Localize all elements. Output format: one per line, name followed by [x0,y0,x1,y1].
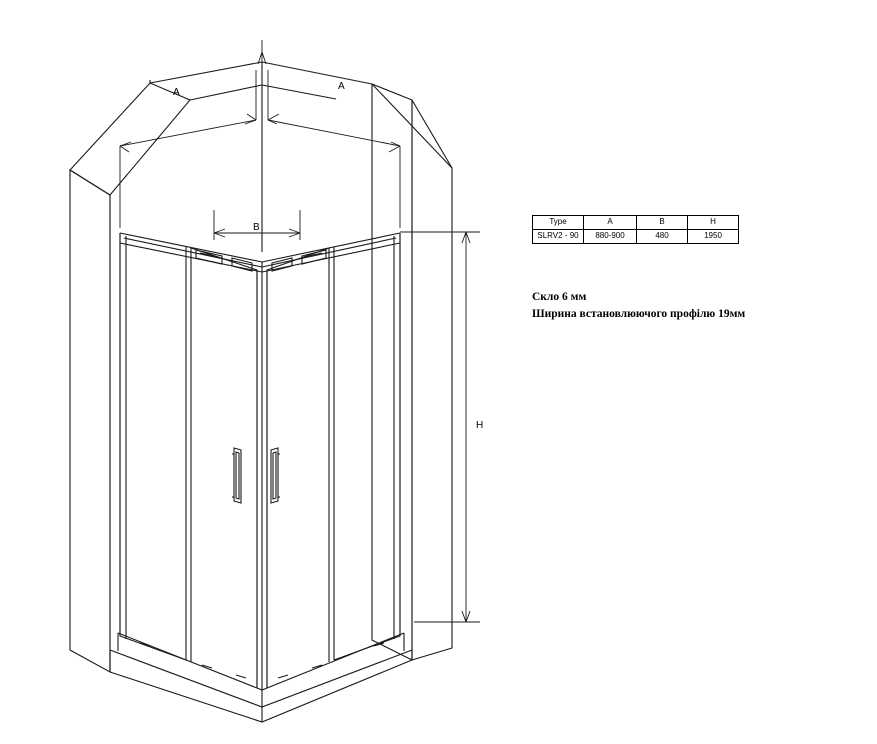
notes-block [532,289,852,322]
door-handles [232,448,280,503]
enclosure-top-rails [120,233,400,272]
cell-type: SLRV2 - 90 [533,229,584,243]
wall-niche-outline [70,62,452,672]
shower-tray [110,633,412,722]
dimension-label-a-right: A [338,81,345,92]
note-profile-width: Ширина встановлюючого профілю 19мм [532,307,746,320]
specification-table [532,215,739,244]
cell-a: 880-900 [584,229,637,243]
note-glass-thickness: Скло 6 мм [532,291,587,303]
table-row [533,229,739,243]
enclosure-vertical-posts [120,233,400,690]
dimension-label-h: H [476,420,484,431]
glass-panels-right [267,243,400,688]
table-header-b: B [637,216,688,230]
dimension-label-b: B [253,222,260,233]
cell-h: 1950 [688,229,739,243]
dimension-lines [120,40,480,622]
table-header-type: Type [533,216,584,230]
table-header-a: A [584,216,637,230]
table-header-row [533,216,739,230]
table-header-h: H [688,216,739,230]
cell-b: 480 [637,229,688,243]
dimension-label-a-left: A [173,87,180,98]
